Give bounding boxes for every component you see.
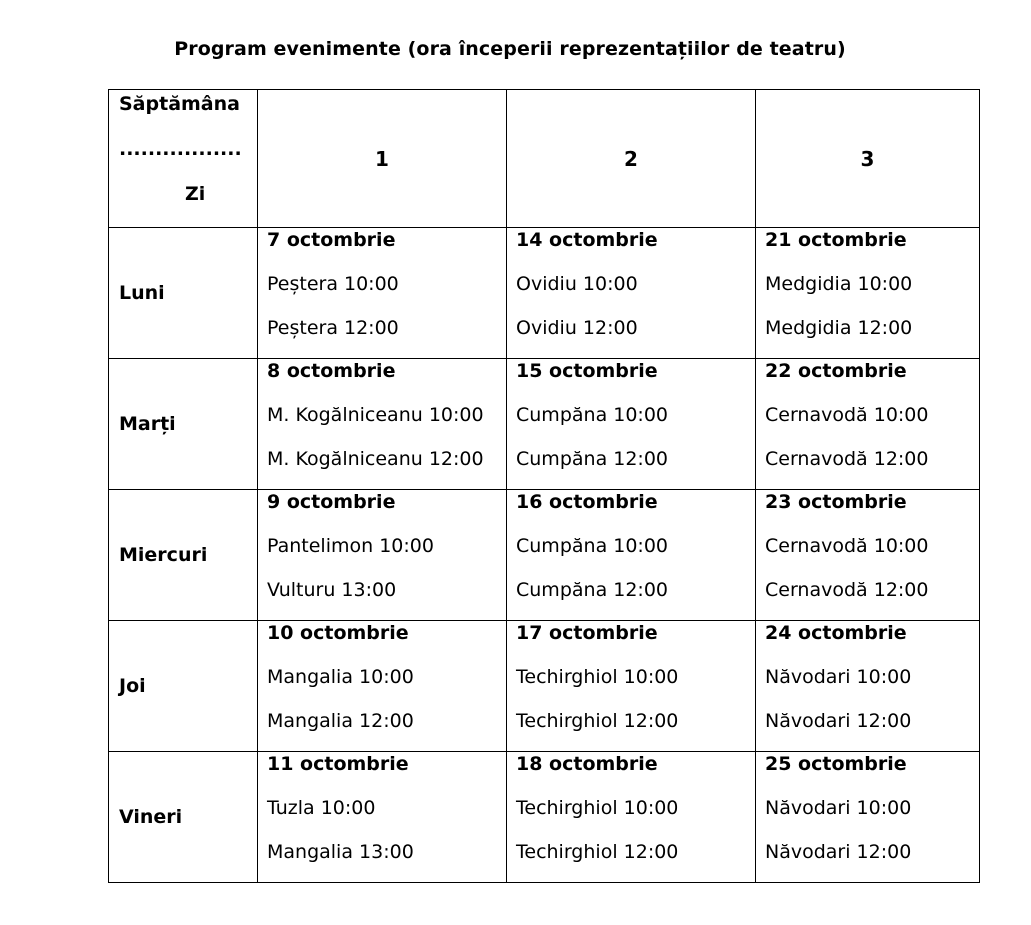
table-row — [109, 621, 980, 752]
document-title: Program evenimente (ora începerii reprezentațiilor de teatru) — [174, 38, 846, 60]
corner-week-label: Săptămâna — [119, 93, 240, 115]
schedule-cell — [756, 621, 980, 752]
cell-date: 22 octombrie — [765, 360, 907, 382]
cell-date: 17 octombrie — [516, 622, 658, 644]
table-row — [109, 228, 980, 359]
show-entry: Cumpăna 10:00 — [516, 404, 668, 426]
day-label: Joi — [109, 621, 258, 752]
cell-date: 14 octombrie — [516, 229, 658, 251]
show-entry: Cernavodă 12:00 — [765, 579, 929, 601]
show-entry: Cernavodă 12:00 — [765, 448, 929, 470]
show-entry: Cernavodă 10:00 — [765, 535, 929, 557]
schedule-cell — [258, 752, 507, 883]
show-entry: Pantelimon 10:00 — [267, 535, 434, 557]
show-entry: Cernavodă 10:00 — [765, 404, 929, 426]
show-entry: Năvodari 12:00 — [765, 710, 912, 732]
show-entry: Năvodari 10:00 — [765, 797, 912, 819]
cell-date: 11 octombrie — [267, 753, 409, 775]
week-header-1: 1 — [258, 90, 507, 228]
cell-date: 9 octombrie — [267, 491, 396, 513]
cell-date: 8 octombrie — [267, 360, 396, 382]
show-entry: Ovidiu 10:00 — [516, 273, 638, 295]
schedule-cell — [756, 752, 980, 883]
corner-header-cell — [109, 90, 258, 228]
show-entry: Medgidia 12:00 — [765, 317, 913, 339]
table-row — [109, 752, 980, 883]
cell-date: 10 octombrie — [267, 622, 409, 644]
day-label: Marți — [109, 359, 258, 490]
show-entry: Mangalia 12:00 — [267, 710, 414, 732]
show-entry: Mangalia 10:00 — [267, 666, 414, 688]
cell-date: 15 octombrie — [516, 360, 658, 382]
show-entry: Techirghiol 10:00 — [516, 666, 679, 688]
show-entry: M. Kogălniceanu 10:00 — [267, 404, 484, 426]
cell-date: 23 octombrie — [765, 491, 907, 513]
show-entry: M. Kogălniceanu 12:00 — [267, 448, 484, 470]
schedule-cell — [258, 359, 507, 490]
show-entry: Medgidia 10:00 — [765, 273, 913, 295]
corner-dots: ................. — [119, 138, 242, 160]
schedule-cell — [507, 752, 756, 883]
show-entry: Năvodari 12:00 — [765, 841, 912, 863]
cell-date: 24 octombrie — [765, 622, 907, 644]
show-entry: Techirghiol 10:00 — [516, 797, 679, 819]
show-entry: Mangalia 13:00 — [267, 841, 414, 863]
corner-day-label: Zi — [185, 183, 206, 205]
day-label: Miercuri — [109, 490, 258, 621]
cell-date: 16 octombrie — [516, 491, 658, 513]
header-row — [109, 90, 980, 228]
schedule-cell — [507, 490, 756, 621]
cell-date: 7 octombrie — [267, 229, 396, 251]
schedule-cell — [507, 359, 756, 490]
show-entry: Cumpăna 12:00 — [516, 579, 668, 601]
schedule-cell — [756, 228, 980, 359]
show-entry: Peștera 12:00 — [267, 317, 399, 339]
show-entry: Cumpăna 10:00 — [516, 535, 668, 557]
schedule-table — [108, 89, 980, 883]
schedule-cell — [507, 228, 756, 359]
cell-date: 18 octombrie — [516, 753, 658, 775]
schedule-cell — [258, 621, 507, 752]
schedule-body — [109, 90, 980, 883]
show-entry: Techirghiol 12:00 — [516, 841, 679, 863]
day-label: Luni — [109, 228, 258, 359]
show-entry: Techirghiol 12:00 — [516, 710, 679, 732]
show-entry: Cumpăna 12:00 — [516, 448, 668, 470]
schedule-cell — [258, 490, 507, 621]
show-entry: Ovidiu 12:00 — [516, 317, 638, 339]
schedule-cell — [756, 359, 980, 490]
show-entry: Vulturu 13:00 — [267, 579, 397, 601]
show-entry: Tuzla 10:00 — [267, 797, 376, 819]
week-header-2: 2 — [507, 90, 756, 228]
schedule-cell — [756, 490, 980, 621]
schedule-cell — [258, 228, 507, 359]
day-label: Vineri — [109, 752, 258, 883]
schedule-cell — [507, 621, 756, 752]
cell-date: 25 octombrie — [765, 753, 907, 775]
table-row — [109, 490, 980, 621]
cell-date: 21 octombrie — [765, 229, 907, 251]
table-row — [109, 359, 980, 490]
week-header-3: 3 — [756, 90, 980, 228]
show-entry: Peștera 10:00 — [267, 273, 399, 295]
show-entry: Năvodari 10:00 — [765, 666, 912, 688]
